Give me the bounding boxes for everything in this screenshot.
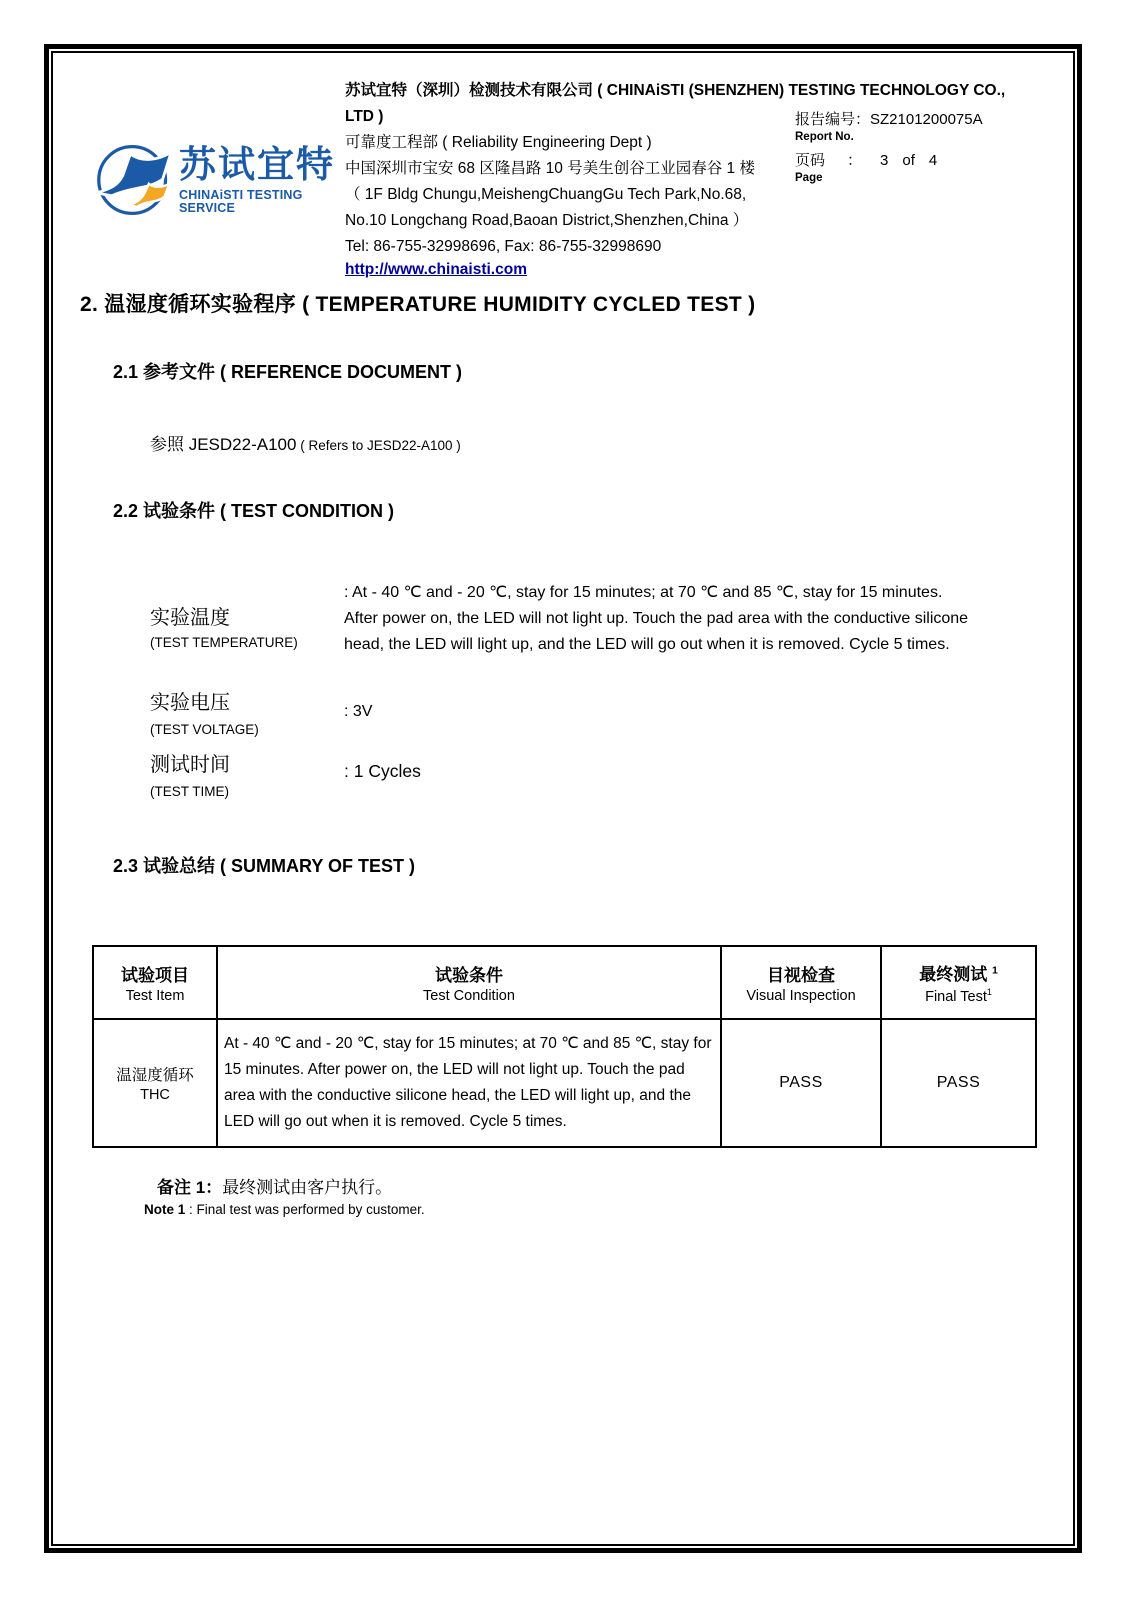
reference-document-line (150, 430, 461, 455)
header-visual-inspection (721, 946, 881, 1019)
cell-test-item (93, 1019, 217, 1147)
company-name: 苏试宜特（深圳）检测技术有限公司 ( CHINAiSTI (SHENZHEN) TESTING TECHNOLOGY CO., LTD ) (345, 82, 1006, 125)
section-2-title: 2. 温湿度循环实验程序 ( TEMPERATURE HUMIDITY CYCLED TEST ) (80, 293, 756, 316)
section-2-3-title: 2.3 试验总结 ( SUMMARY OF TEST ) (113, 856, 416, 876)
test-temperature-label-en: (TEST TEMPERATURE) (150, 635, 298, 650)
header-test-condition (217, 946, 721, 1019)
cell-visual-inspection-result: PASS (721, 1019, 881, 1147)
test-voltage-label-en: (TEST VOLTAGE) (150, 722, 259, 737)
header-visual-inspection-en: Visual Inspection (746, 988, 856, 1004)
note-1-zh (157, 1173, 392, 1198)
logo-swoosh-icon (95, 142, 173, 218)
header-test-condition-zh: 试验条件 (435, 966, 503, 985)
note-1-zh-label: 备注 1： (157, 1178, 223, 1197)
header-test-item-en: Test Item (125, 988, 185, 1004)
header-final-test-zh: 最终测试 $^1$ (919, 964, 998, 985)
report-info (795, 108, 1075, 184)
test-time-value: : 1 Cycles (344, 761, 421, 781)
section-2-2-title: 2.2 试验条件 ( TEST CONDITION ) (113, 501, 395, 521)
header-final-test (881, 946, 1036, 1019)
test-voltage-value: : 3V (344, 703, 373, 720)
page-total: 4 (928, 152, 938, 169)
reference-main: 参照 JESD22-A100 (150, 435, 297, 454)
section-2-1-title: 2.1 参考文件 ( REFERENCE DOCUMENT ) (113, 362, 463, 382)
test-temperature-label-zh: 实验温度 (150, 607, 230, 629)
cell-final-test-result: PASS (881, 1019, 1036, 1147)
note-1-en-label: Note 1 (144, 1202, 186, 1217)
report-no-label-en: Report No. (795, 131, 854, 143)
page-of: of (902, 152, 915, 169)
header-visual-inspection-zh: 目视检查 (767, 966, 835, 985)
cell-test-item-zh: 温湿度循环 (116, 1067, 194, 1084)
tel-fax-line: Tel: 86-755-32998696, Fax: 86-755-32998690 (345, 238, 662, 255)
logo-zh-text: 苏试宜特 (179, 144, 335, 185)
report-no-value: SZ2101200075A (870, 111, 983, 128)
page-number-line (795, 149, 1075, 170)
reference-paren: ( Refers to JESD22-A100 ) (296, 438, 461, 453)
test-time-label-en: (TEST TIME) (150, 784, 230, 799)
final-test-en-superscript: 1 (986, 987, 992, 998)
header-test-item-zh: 试验项目 (121, 966, 189, 985)
header-test-condition-en: Test Condition (423, 988, 515, 1004)
header-test-item (93, 946, 217, 1019)
final-test-zh-superscript: 1 (991, 964, 998, 977)
address-en-line2: No.10 Longchang Road,Baoan District,Shenzhen,China ） (345, 212, 749, 229)
note-1-en (144, 1202, 425, 1217)
report-no-line (795, 108, 1075, 129)
page-colon: ： (847, 152, 863, 169)
address-en-line1: （ 1F Bldg Chungu,MeishengChuangGu Tech Park,No.68, (345, 186, 747, 203)
website-link[interactable]: http://www.chinaisti.com (345, 261, 527, 278)
note-1-en-sep: : (185, 1202, 197, 1217)
cell-test-condition: At - 40 ℃ and - 20 ℃, stay for 15 minutes; at 70 ℃ and 85 ℃, stay for 15 minutes. After power on, the LED will not light up. Touch the pad area with the conductive silicone head, the LED will light up, and the LED will go out when it is removed. Cycle 5 times. (217, 1019, 721, 1147)
test-voltage-label-zh: 实验电压 (150, 692, 230, 714)
test-time-label-zh: 测试时间 (150, 754, 230, 776)
page-label-zh: 页码 (795, 152, 826, 169)
test-temperature-value: : At - 40 ℃ and - 20 ℃, stay for 15 minutes; at 70 ℃ and 85 ℃, stay for 15 minutes. After power on, the LED will not light up. Touch the pad area with the conductive silicone head, the LED will light up, and the LED will go out when it is removed. Cycle 5 times. (344, 584, 969, 653)
cell-test-item-en: THC (140, 1087, 170, 1103)
note-1-en-text: Final test was performed by customer. (196, 1202, 425, 1217)
address-zh: 中国深圳市宝安 68 区隆昌路 10 号美生创谷工业园春谷 1 楼 (345, 160, 755, 177)
logo-en-text: CHINAiSTI TESTING SERVICE (179, 188, 303, 215)
summary-table-data-row (93, 1019, 1036, 1147)
report-no-label-zh: 报告编号： (795, 111, 871, 128)
company-logo (95, 140, 350, 220)
header-final-test-en: Final Test$^1$ (925, 987, 992, 1005)
page-label-en: Page (795, 172, 823, 184)
page-current: 3 (880, 152, 889, 169)
department-line: 可靠度工程部 ( Reliability Engineering Dept ) (345, 134, 652, 151)
summary-table-header-row (93, 946, 1036, 1019)
summary-table (92, 945, 1035, 1148)
note-1-zh-text: 最终测试由客户执行。 (222, 1178, 393, 1197)
